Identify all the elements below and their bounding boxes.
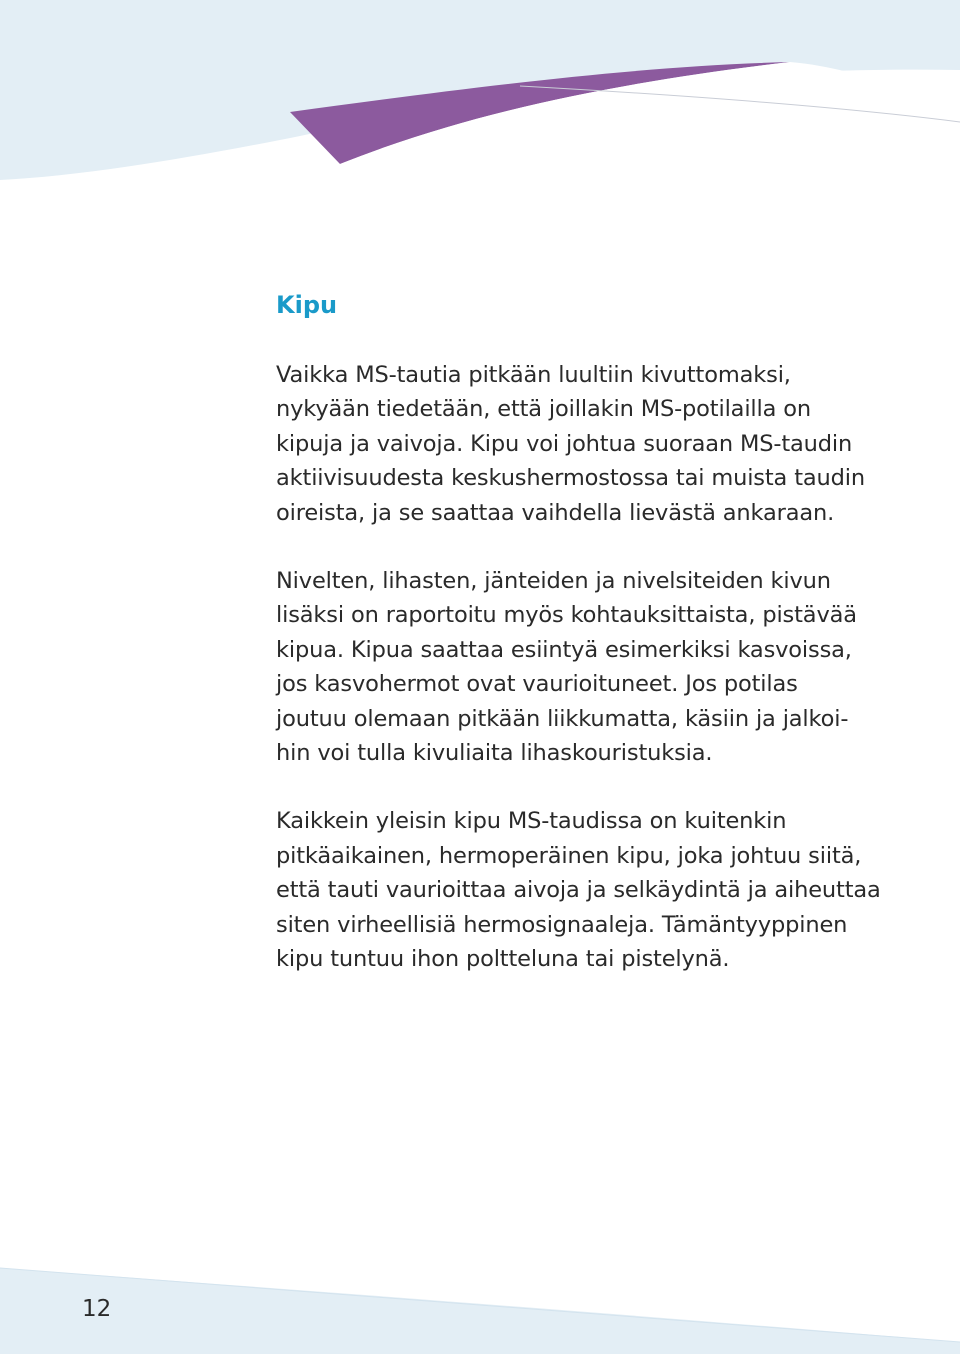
page-number: 12 [82, 1296, 112, 1322]
article [276, 286, 916, 977]
paragraph-3: Kaikkein yleisin kipu MS-taudissa on kuitenkin pitkäaikainen, hermoperäinen kipu, joka johtuu siitä, että tauti vaurioittaa aivoja ja selkäydintä ja aiheuttaa siten virheellisiä hermosignaaleja. Tämäntyyppinen kipu tuntuu ihon poltteluna tai pistelynä. [276, 808, 881, 973]
paragraph-1: Vaikka MS-tautia pitkään luultiin kivuttomaksi, nykyään tiedetään, että joillakin MS-potilailla on kipuja ja vaivoja. Kipu voi johtua suoraan MS-taudin aktiivisuudesta keskushermostossa tai muista taudin oireista, ja se saattaa vaihdella lievästä ankaraan. [276, 362, 865, 526]
bottom-decorative-band [0, 1250, 960, 1354]
section-heading: Kipu [276, 291, 338, 319]
paragraph-2: Nivelten, lihasten, jänteiden ja nivelsiteiden kivun lisäksi on raportoitu myös kohtauksittaista, pistävää kipua. Kipua saattaa esiintyä esimerkiksi kasvoissa, jos kasvohermot ovat vaurioituneet. Jos potilas joutuu olemaan pitkään liikkumatta, käsiin ja jalkoi- hin voi tulla kivuliaita lihaskouristuksia. [276, 568, 857, 767]
top-decorative-swoosh [0, 0, 960, 200]
